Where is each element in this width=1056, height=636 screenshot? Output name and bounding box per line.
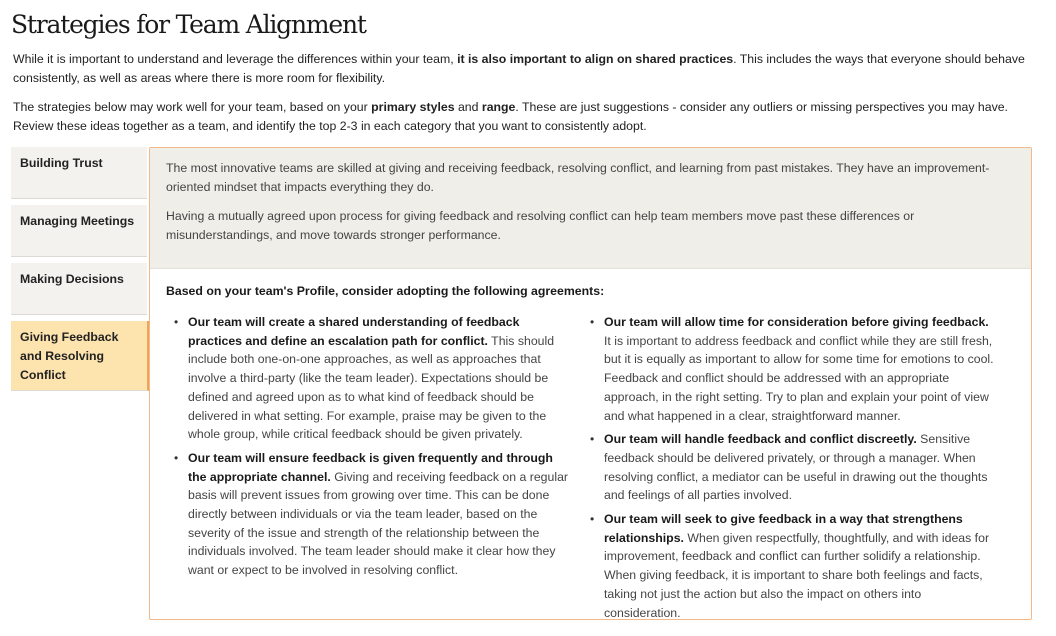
agreement-lead: Our team will create a shared understanding of feedback practices and define an escalation path for conflict. <box>188 315 520 348</box>
agreement-body: Giving and receiving feedback on a regular basis will prevent issues from growing over time. This can be done directly between individuals or via the team leader, based on the severity of the issue and strength of the relationship between the individuals involved. The team leader should make it clear how they want or expect to be involved in resolving conflict. <box>188 469 569 578</box>
agreement-body: It is important to address feedback and conflict while they are still fresh, but it is equally as important to allow for some time for emotions to cool. Feedback and conflict should be addressed with an appropriate approach, in the right setting. Try to plan and explain your point of view and what happened in a clear, straightforward manner. <box>604 333 994 423</box>
agreements-list-right <box>588 313 998 620</box>
tab-making-decisions[interactable] <box>11 263 147 315</box>
agreement-item <box>588 510 998 620</box>
summary-paragraph-2: Having a mutually agreed upon process for giving feedback and resolving conflict can help team members move past these differences or misunderstandings, and move towards stronger performance. <box>166 209 915 242</box>
agreement-body: When given respectfully, thoughtfully, and with ideas for improvement, feedback and conflict can further solidify a relationship. When giving feedback, it is important to share both feelings and facts, taking not just the action but also the impact on others into consideration. <box>604 530 990 620</box>
agreement-lead: Our team will seek to give feedback in a way that strengthens relationships. <box>604 512 963 545</box>
intro2-range: range <box>481 100 516 114</box>
agreement-lead: Our team will ensure feedback is given frequently and through the appropriate channel. <box>188 450 553 484</box>
intro2-primary-styles: primary styles <box>371 100 455 114</box>
intro1-text-c: . This includes the ways that everyone should behave consistently, as well as areas where there is more room for flexibility. <box>13 52 1025 85</box>
agreement-lead: Our team will allow time for consideration before giving feedback. <box>604 315 989 329</box>
tab-label: Making Decisions <box>20 272 124 286</box>
agreements-heading: Based on your team's Profile, consider adopting the following agreements: <box>166 284 605 298</box>
intro2-text-c: and <box>454 100 482 114</box>
agreement-item <box>588 430 998 505</box>
intro-paragraph-2 <box>13 98 1033 135</box>
intro2-text-e: . These are just suggestions - consider any outliers or missing perspectives you may have. Review these ideas together as a team, and identify the top 2-3 in each category that you want to consistently adopt. <box>13 100 1008 133</box>
page-title: Strategies for Team Alignment <box>11 10 366 39</box>
agreement-item <box>172 313 572 444</box>
intro1-text-a: While it is important to understand and leverage the differences within your team, <box>13 52 458 66</box>
category-summary <box>150 148 1031 269</box>
tab-label: Giving Feedback and Resolving Conflict <box>20 330 119 382</box>
agreement-body: Sensitive feedback should be delivered privately, or through a manager. When resolving conflict, a mediator can be useful in drawing out the thoughts and feelings of all parties involved. <box>604 432 988 503</box>
agreements-list-left <box>172 313 572 585</box>
tab-building-trust[interactable] <box>11 147 147 199</box>
agreement-item <box>172 449 572 580</box>
agreement-body: This should include both one-on-one approaches, as well as approaches that involve a third-party (like the team leader). Expectations should be defined and agreed upon as to what kind of feedback should be delivered in what setting. For example, praise may be given to the whole group, while critical feedback should be given privately. <box>188 333 555 442</box>
tab-label: Building Trust <box>20 156 103 170</box>
agreement-lead: Our team will handle feedback and conflict discreetly. <box>604 432 917 447</box>
tab-managing-meetings[interactable] <box>11 205 147 257</box>
agreement-item <box>588 313 998 425</box>
tab-label: Managing Meetings <box>20 214 135 228</box>
tab-content-panel <box>149 147 1032 620</box>
summary-paragraph-1: The most innovative teams are skilled at giving and receiving feedback, resolving conflict, and learning from past mistakes. They have an improvement-oriented mindset that impacts everything they do. <box>166 161 990 194</box>
intro1-emphasis: it is also important to align on shared practices <box>457 52 734 66</box>
intro2-text-a: The strategies below may work well for your team, based on your <box>13 100 372 114</box>
intro-paragraph-1 <box>13 50 1033 87</box>
tab-giving-feedback[interactable] <box>11 321 149 391</box>
